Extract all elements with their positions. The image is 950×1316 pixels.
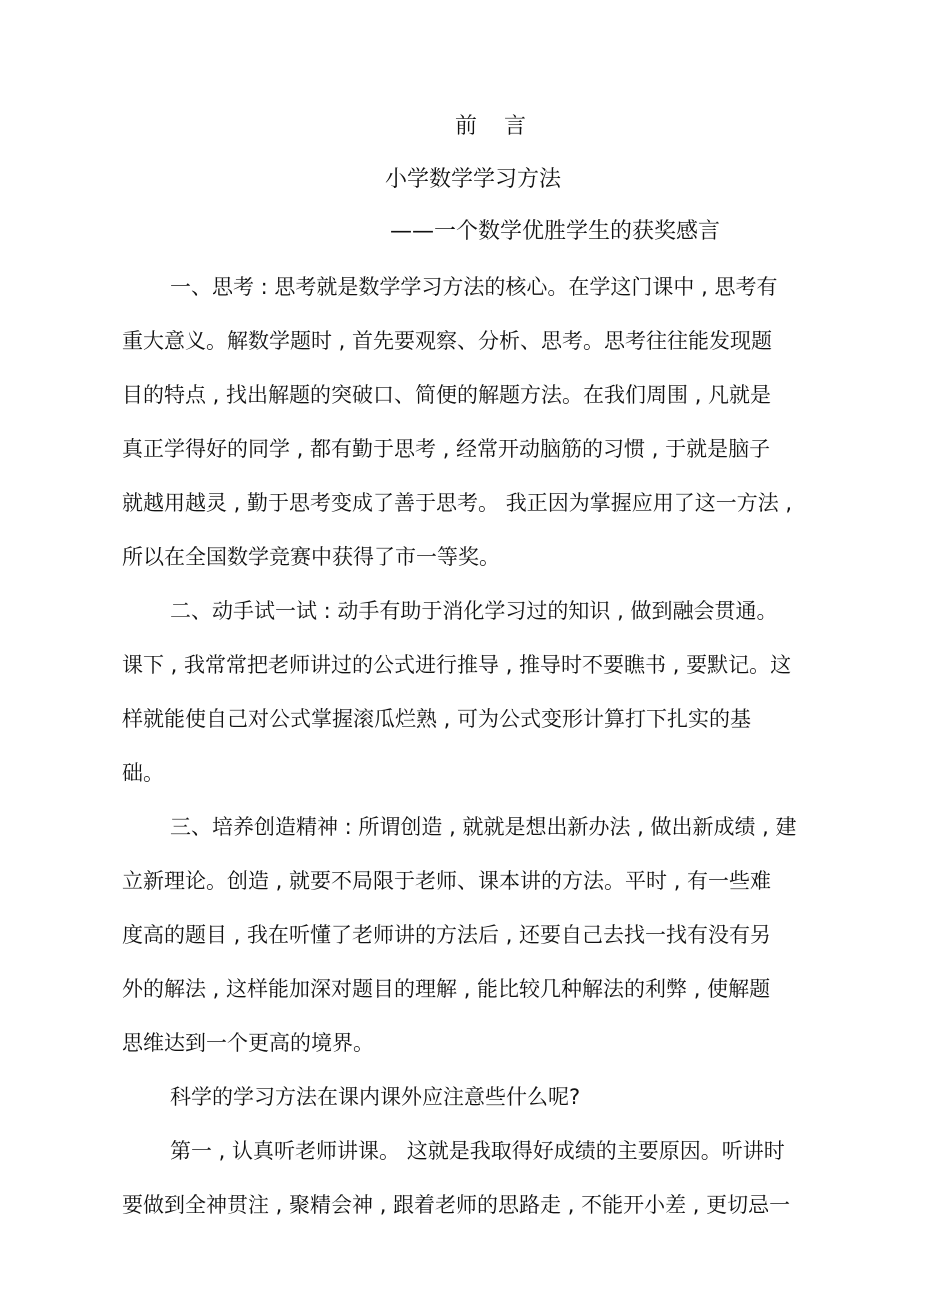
document-title: 前 言: [455, 114, 536, 139]
text-line: 所以在全国数学竞赛中获得了市一等奖。: [122, 545, 500, 569]
document-byline: ——一个数学优胜学生的获奖感言: [390, 219, 721, 244]
text-line: 要做到全神贯注 , 聚精会神 , 跟着老师的思路走 , 不能开小差 , 更切忌一: [122, 1193, 791, 1217]
text-line: 立新理论。创造 , 就要不局限于老师、课本讲的方法。平时 , 有一些难: [122, 869, 772, 893]
text-line: 课下 , 我常常把老师讲过的公式进行推导 , 推导时不要瞧书 , 要默记。这: [122, 653, 792, 677]
text-line: 真正学得好的同学 , 都有勤于思考 , 经常开动脑筋的习惯 , 于就是脑子: [122, 437, 771, 461]
text-line: 重大意义。解数学题时 , 首先要观察、分析、思考。思考往往能发现题: [122, 329, 773, 353]
text-line: 第一 , 认真听老师讲课。 这就是我取得好成绩的主要原因。听讲时: [170, 1139, 785, 1163]
text-line: 外的解法 , 这样能加深对题目的理解 , 能比较几种解法的利弊 , 使解题: [122, 977, 771, 1001]
text-line: 二、动手试一试 : 动手有助于消化学习过的知识 , 做到融会贯通。: [170, 599, 778, 623]
text-line: 样就能使自己对公式掌握滚瓜烂熟 , 可为公式变形计算打下扎实的基: [122, 707, 752, 731]
text-line: 思维达到一个更高的境界。: [122, 1031, 374, 1055]
text-line: 三、培养创造精神 : 所谓创造 , 就就是想出新办法 , 做出新成绩 , 建: [170, 815, 797, 839]
text-line: 础。: [122, 761, 164, 785]
text-line: 一、思考 : 思考就是数学学习方法的核心。在学这门课中 , 思考有: [170, 275, 778, 299]
text-line: 科学的学习方法在课内课外应注意些什么呢?: [170, 1085, 581, 1109]
document-subtitle: 小学数学学习方法: [385, 167, 562, 192]
text-line: 度高的题目 , 我在听懂了老师讲的方法后 , 还要自己去找一找有没有另: [122, 923, 772, 947]
text-line: 就越用越灵 , 勤于思考变成了善于思考。 我正因为掌握应用了这一方法 ,: [122, 491, 793, 515]
text-line: 目的特点 , 找出解题的突破口、简便的解题方法。在我们周围 , 凡就是: [122, 383, 772, 407]
